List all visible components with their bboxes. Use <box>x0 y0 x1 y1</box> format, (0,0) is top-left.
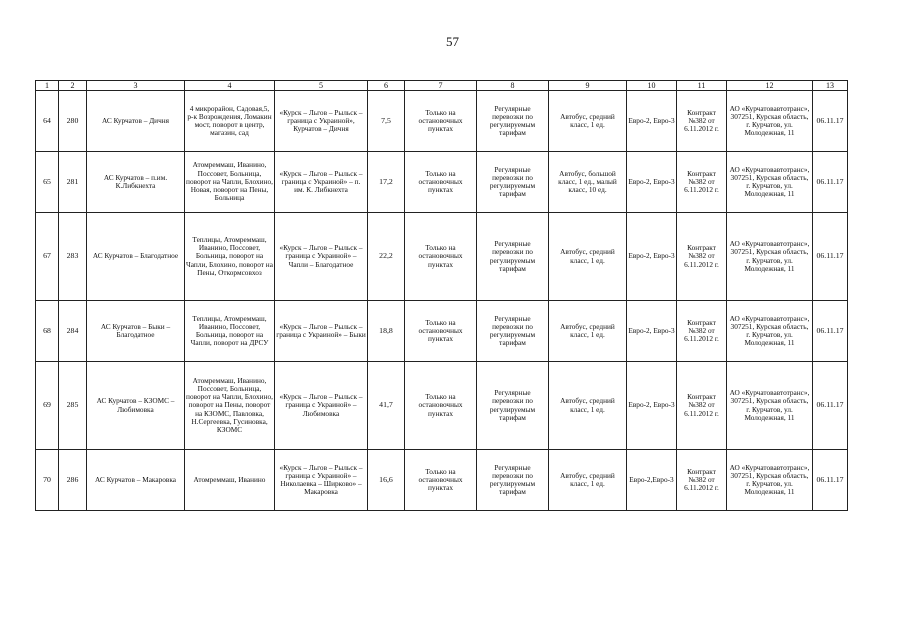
route-name: АС Курчатов – Дичня <box>87 91 185 152</box>
carrier: АО «Курчатовавтотранс», 307251, Курская область, г. Курчатов, ул. Молодежная, 11 <box>727 152 813 213</box>
route-name: АС Курчатов – Макаровка <box>87 450 185 511</box>
route-stops: Атомреммаш, Иванино, Поссовет, Больница, поворот на Чапли, Блохино, Новая, поворот на Пены, Больница <box>185 152 275 213</box>
eco-class: Евро-2, Евро-3 <box>627 213 677 301</box>
vehicle-class: Автобус, средний класс, 1 ед. <box>549 91 627 152</box>
contract: Контракт №382 от 6.11.2012 г. <box>677 450 727 511</box>
row-number: 70 <box>36 450 59 511</box>
column-number: 4 <box>185 81 275 91</box>
carrier: АО «Курчатовавтотранс», 307251, Курская область, г. Курчатов, ул. Молодежная, 11 <box>727 91 813 152</box>
contract: Контракт №382 от 6.11.2012 г. <box>677 152 727 213</box>
carrier: АО «Курчатовавтотранс», 307251, Курская область, г. Курчатов, ул. Молодежная, 11 <box>727 362 813 450</box>
route-length: 18,8 <box>368 301 405 362</box>
contract: Контракт №382 от 6.11.2012 г. <box>677 91 727 152</box>
table-row <box>36 91 848 152</box>
transport-mode: Регулярные перевозки по регулируемым тарифам <box>477 362 549 450</box>
transport-mode: Регулярные перевозки по регулируемым тарифам <box>477 91 549 152</box>
route-streets: «Курск – Льгов – Рыльск – граница с Украиной» – п. им. К. Либкнехта <box>275 152 368 213</box>
eco-class: Евро-2,Евро-3 <box>627 450 677 511</box>
start-date: 06.11.17 <box>813 362 848 450</box>
route-streets: «Курск – Льгов – Рыльск – граница с Украиной», Курчатов – Дичня <box>275 91 368 152</box>
page-number: 57 <box>446 34 459 49</box>
boarding-procedure: Только на остановочных пунктах <box>405 152 477 213</box>
boarding-procedure: Только на остановочных пунктах <box>405 450 477 511</box>
boarding-procedure: Только на остановочных пунктах <box>405 213 477 301</box>
route-length: 41,7 <box>368 362 405 450</box>
start-date: 06.11.17 <box>813 301 848 362</box>
start-date: 06.11.17 <box>813 152 848 213</box>
route-stops: Атомреммаш, Иванино <box>185 450 275 511</box>
row-number: 69 <box>36 362 59 450</box>
route-stops: Теплицы, Атомреммаш, Иванино, Поссовет, Больница, поворот на Чапли, поворот на ДРСУ <box>185 301 275 362</box>
route-streets: «Курск – Льгов – Рыльск – граница с Украиной» – Чапли – Благодатное <box>275 213 368 301</box>
table-row <box>36 213 848 301</box>
row-number: 67 <box>36 213 59 301</box>
vehicle-class: Автобус, средний класс, 1 ед. <box>549 362 627 450</box>
table-row <box>36 152 848 213</box>
route-streets: «Курск – Льгов – Рыльск – граница с Украиной» – Быки <box>275 301 368 362</box>
route-stops: 4 микрорайон, Садовая,5, р-к Возрождения, Ломакин мост, поворот в центр, магазин, сад <box>185 91 275 152</box>
registration-number: 280 <box>59 91 87 152</box>
row-number: 65 <box>36 152 59 213</box>
table-row <box>36 301 848 362</box>
vehicle-class: Автобус, большой класс, 1 ед., малый класс, 10 ед. <box>549 152 627 213</box>
row-number: 64 <box>36 91 59 152</box>
transport-mode: Регулярные перевозки по регулируемым тарифам <box>477 213 549 301</box>
transport-mode: Регулярные перевозки по регулируемым тарифам <box>477 450 549 511</box>
registration-number: 285 <box>59 362 87 450</box>
vehicle-class: Автобус, средний класс, 1 ед. <box>549 301 627 362</box>
table-row <box>36 450 848 511</box>
column-number: 13 <box>813 81 848 91</box>
route-length: 16,6 <box>368 450 405 511</box>
column-number: 7 <box>405 81 477 91</box>
route-streets: «Курск – Льгов – Рыльск – граница с Украиной» – Любимовка <box>275 362 368 450</box>
transport-mode: Регулярные перевозки по регулируемым тарифам <box>477 152 549 213</box>
boarding-procedure: Только на остановочных пунктах <box>405 91 477 152</box>
route-length: 7,5 <box>368 91 405 152</box>
column-number: 1 <box>36 81 59 91</box>
column-number: 3 <box>87 81 185 91</box>
column-number: 12 <box>727 81 813 91</box>
column-number: 8 <box>477 81 549 91</box>
carrier: АО «Курчатовавтотранс», 307251, Курская область, г. Курчатов, ул. Молодежная, 11 <box>727 213 813 301</box>
column-number: 11 <box>677 81 727 91</box>
route-stops: Атомреммаш, Иванино, Поссовет, Больница, поворот на Чапли, Блохино, поворот на Пены, поворот на КЗОМС, Павловка, Н.Сергеевка, Гусиновка, КЗОМС <box>185 362 275 450</box>
route-name: АС Курчатов – Благодатное <box>87 213 185 301</box>
registration-number: 284 <box>59 301 87 362</box>
column-number: 6 <box>368 81 405 91</box>
registration-number: 286 <box>59 450 87 511</box>
route-stops: Теплицы, Атомреммаш, Иванино, Поссовет, Больница, поворот на Чапли, Блохино, поворот на Пены, Откормсовхоз <box>185 213 275 301</box>
row-number: 68 <box>36 301 59 362</box>
vehicle-class: Автобус, средний класс, 1 ед. <box>549 213 627 301</box>
eco-class: Евро-2, Евро-3 <box>627 152 677 213</box>
column-number: 2 <box>59 81 87 91</box>
column-number-row <box>36 81 848 91</box>
column-number: 5 <box>275 81 368 91</box>
vehicle-class: Автобус, средний класс, 1 ед. <box>549 450 627 511</box>
boarding-procedure: Только на остановочных пунктах <box>405 362 477 450</box>
column-number: 10 <box>627 81 677 91</box>
eco-class: Евро-2, Евро-3 <box>627 301 677 362</box>
contract: Контракт №382 от 6.11.2012 г. <box>677 213 727 301</box>
start-date: 06.11.17 <box>813 450 848 511</box>
routes-table <box>35 80 848 511</box>
route-name: АС Курчатов – КЗОМС – Любимовка <box>87 362 185 450</box>
registration-number: 281 <box>59 152 87 213</box>
eco-class: Евро-2, Евро-3 <box>627 91 677 152</box>
table-row <box>36 362 848 450</box>
boarding-procedure: Только на остановочных пунктах <box>405 301 477 362</box>
route-name: АС Курчатов – Быки – Благодатное <box>87 301 185 362</box>
transport-mode: Регулярные перевозки по регулируемым тарифам <box>477 301 549 362</box>
carrier: АО «Курчатовавтотранс», 307251, Курская область, г. Курчатов, ул. Молодежная, 11 <box>727 450 813 511</box>
contract: Контракт №382 от 6.11.2012 г. <box>677 301 727 362</box>
route-streets: «Курск – Льгов – Рыльск – граница с Украиной» – Николаевка – Ширково» – Макаровка <box>275 450 368 511</box>
route-length: 17,2 <box>368 152 405 213</box>
eco-class: Евро-2, Евро-3 <box>627 362 677 450</box>
start-date: 06.11.17 <box>813 91 848 152</box>
start-date: 06.11.17 <box>813 213 848 301</box>
route-length: 22,2 <box>368 213 405 301</box>
route-name: АС Курчатов – п.им. К.Либкнехта <box>87 152 185 213</box>
column-number: 9 <box>549 81 627 91</box>
registration-number: 283 <box>59 213 87 301</box>
carrier: АО «Курчатовавтотранс», 307251, Курская область, г. Курчатов, ул. Молодежная, 11 <box>727 301 813 362</box>
contract: Контракт №382 от 6.11.2012 г. <box>677 362 727 450</box>
